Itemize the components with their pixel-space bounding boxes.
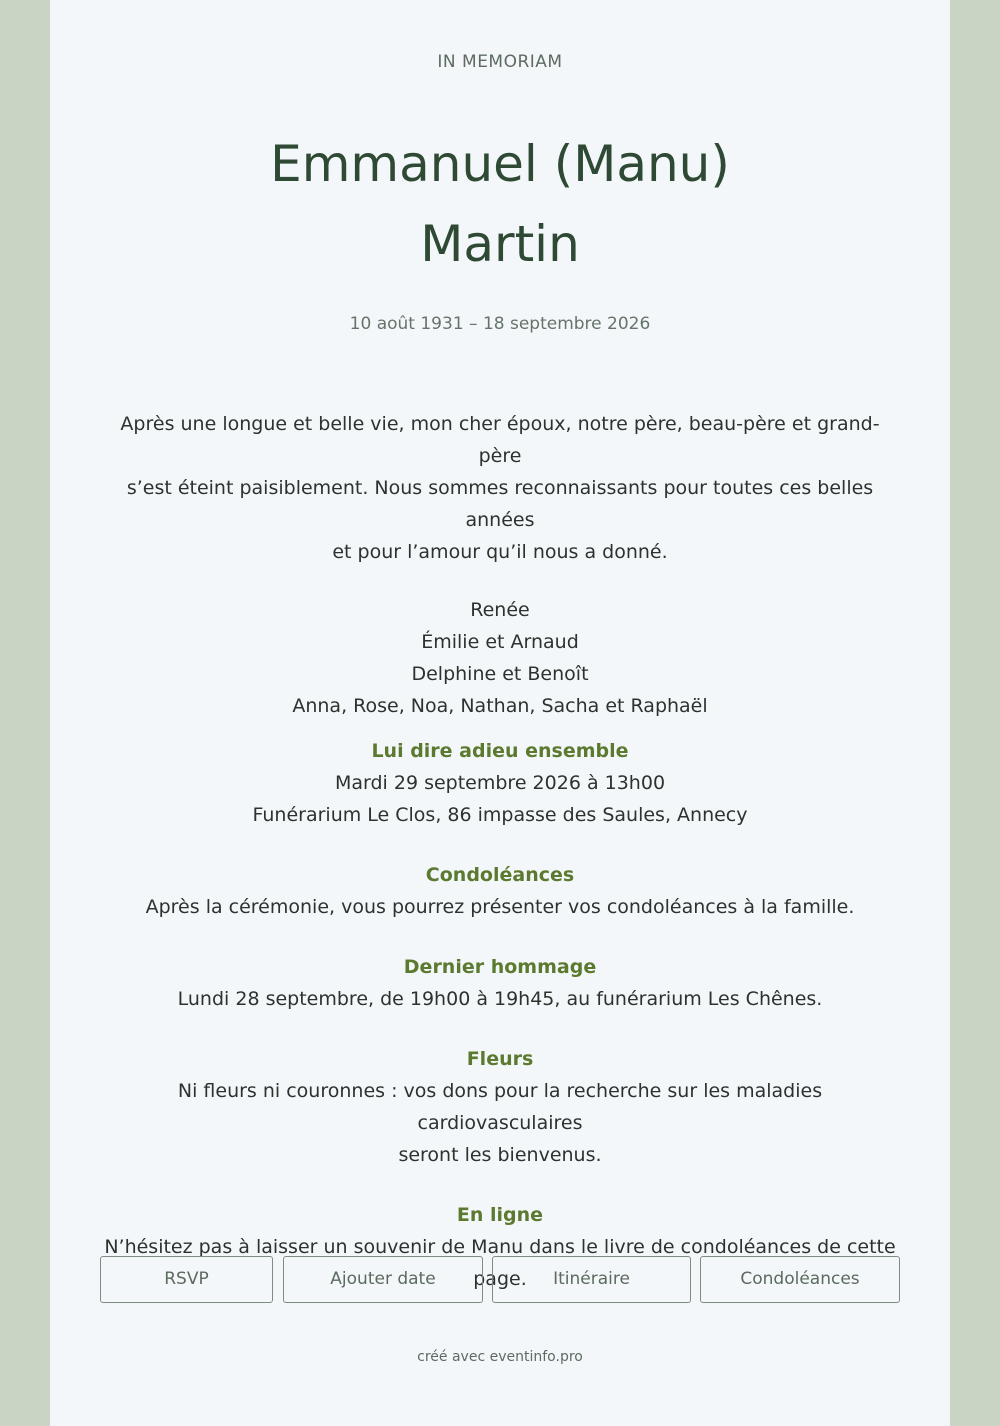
eyebrow: IN MEMORIAM: [437, 52, 563, 72]
section-line: page.: [473, 1268, 527, 1290]
family-member: Anna, Rose, Noa, Nathan, Sacha et Raphaël: [292, 695, 708, 717]
section-line: seront les bienvenus.: [398, 1144, 602, 1166]
announcement-body: [100, 408, 900, 1295]
intro-line: Après une longue et belle vie, mon cher époux, notre père, beau-père et grand-père: [120, 413, 880, 467]
name-line-1: Emmanuel (Manu): [270, 135, 730, 193]
section-line: Funérarium Le Clos, 86 impasse des Saules, Annecy: [252, 804, 748, 826]
section-farewell: [100, 735, 900, 831]
family-list: [100, 594, 900, 722]
section-title: Fleurs: [466, 1048, 534, 1070]
name-line-2: Martin: [420, 215, 580, 273]
section-flowers: [100, 1043, 900, 1171]
section-last-tribute: [100, 951, 900, 1015]
intro-text: [100, 408, 900, 568]
section-line: Ni fleurs ni couronnes : vos dons pour la recherche sur les maladies cardiovasculaires: [177, 1080, 823, 1134]
life-dates: 10 août 1931 – 18 septembre 2026: [349, 314, 651, 334]
section-line: Lundi 28 septembre, de 19h00 à 19h45, au funérarium Les Chênes.: [177, 988, 823, 1010]
section-title: Dernier hommage: [403, 956, 597, 978]
add-date-button[interactable]: Ajouter date: [283, 1256, 483, 1303]
section-title: Lui dire adieu ensemble: [371, 740, 629, 762]
family-member: Delphine et Benoît: [411, 663, 589, 685]
intro-line: s’est éteint paisiblement. Nous sommes reconnaissants pour toutes ces belles années: [126, 477, 874, 531]
section-line: N’hésitez pas à laisser un souvenir de Manu dans le livre de condoléances de cette: [104, 1236, 896, 1258]
family-member: Émilie et Arnaud: [421, 631, 579, 653]
memorial-card: [50, 0, 950, 1426]
section-title: En ligne: [456, 1204, 544, 1226]
rsvp-button[interactable]: RSVP: [100, 1256, 273, 1303]
deceased-name: [50, 124, 950, 284]
section-title: Condoléances: [425, 864, 575, 886]
family-member: Renée: [470, 599, 530, 621]
condolences-button[interactable]: Condoléances: [700, 1256, 900, 1303]
section-line: Mardi 29 septembre 2026 à 13h00: [334, 772, 666, 794]
section-condolences: [100, 859, 900, 923]
intro-line: et pour l’amour qu’il nous a donné.: [332, 541, 668, 563]
action-buttons: [100, 1256, 900, 1303]
section-line: Après la cérémonie, vous pourrez présenter vos condoléances à la famille.: [145, 896, 855, 918]
itinerary-button[interactable]: Itinéraire: [492, 1256, 691, 1303]
footer-credit[interactable]: créé avec eventinfo.pro: [417, 1349, 583, 1365]
